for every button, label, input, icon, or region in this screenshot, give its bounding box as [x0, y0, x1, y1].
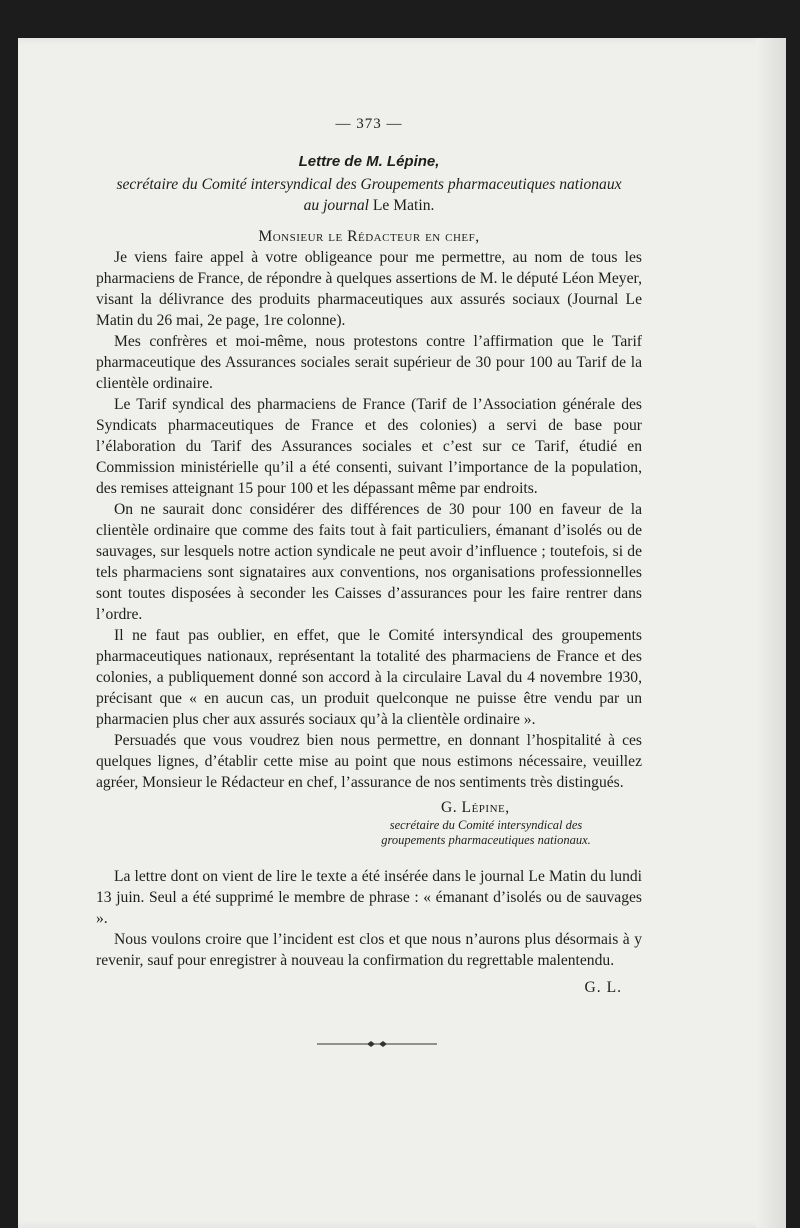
subtitle-newspaper: Le Matin. [372, 197, 435, 214]
salutation: Monsieur le Rédacteur en chef, [258, 228, 480, 245]
letter-paragraph-6: Persuadés que vous voudrez bien nous permettre, en donnant l’hospitalité à ces quelques lignes, d’établir cette mise au point que nous estimons nécessaire, veuillez agréer, Monsieur le Rédacteur en chef, l’assurance de nos sentiments très distingués. [96, 732, 642, 791]
letter-paragraph-4: On ne saurait donc considérer des différences de 30 pour 100 en faveur de la clientèle ordinaire que comme des faits tout à fait particuliers, émanant d’isolés ou de sauvages, sur lesquels notre action syndicale ne peut avoir d’influence ; toutefois, si de tels pharmaciens sont signataires aux conventions, nos organisations professionnelles sont toutes disposées à seconder les Caisses d’assurances pour les faire rentrer dans l’ordre. [96, 501, 642, 623]
letter-subtitle-line2 [96, 195, 642, 216]
section-divider-ornament [317, 1040, 437, 1048]
letter-paragraph-1: Je viens faire appel à votre obligeance pour me permettre, au nom de tous les pharmaciens de France, de répondre à quelques assertions de M. le député Léon Meyer, visant la délivrance des produits pharmaceutiques aux assurés sociaux (Journal Le Matin du 26 mai, 2e page, 1re colonne). [96, 249, 642, 329]
letter-subtitle: secrétaire du Comité intersyndical des Groupements pharmaceutiques nationaux [116, 176, 622, 193]
letter-paragraph-3: Le Tarif syndical des pharmaciens de France (Tarif de l’Association générale des Syndicats pharmaceutiques de France et des colonies) a servi de base pour l’élaboration du Tarif des Assurances sociales et c’est sur ce Tarif, étudié en Commission ministérielle qu’il a été consenti, suivant l’importance de la population, des remises atteignant 15 pour 100 et les dépassant même par endroits. [96, 396, 642, 497]
signature-name: G. Lépine, [441, 799, 510, 816]
page-edge [756, 38, 786, 1228]
letter-paragraph-5: Il ne faut pas oublier, en effet, que le Comité intersyndical des groupements pharmaceutiques nationaux, représentant la totalité des pharmaciens de France et des colonies, a publiquement donné son accord à la circulaire Laval du 4 novembre 1930, précisant que « en aucun cas, un produit quelconque ne puisse être vendu par un pharmacien plus cher aux assurés sociaux qu’à la clientèle ordinaire ». [96, 627, 642, 728]
note-paragraph-2: Nous voulons croire que l’incident est clos et que nous n’aurons plus désormais à y revenir, sauf pour enregistrer à nouveau la confirmation du regrettable malentendu. [96, 931, 642, 969]
document-body [96, 114, 642, 998]
note-paragraph-1: La lettre dont on vient de lire le texte a été insérée dans le journal Le Matin du lundi 13 juin. Seul a été supprimé le membre de phrase : « émanant d’isolés ou de sauvages ». [96, 868, 642, 927]
letter-paragraph-2: Mes confrères et moi-même, nous protestons contre l’affirmation que le Tarif pharmaceutique des Assurances sociales serait supérieur de 30 pour 100 au Tarif de la clientèle ordinaire. [96, 333, 642, 392]
page-number: — 373 — [335, 116, 403, 132]
subtitle-italic: au journal [303, 197, 369, 214]
signature-role: secrétaire du Comité intersyndical des groupements pharmaceutiques nationaux. [381, 818, 591, 847]
note-initials: G. L. [584, 979, 622, 996]
letter-title: Lettre de M. Lépine, [298, 153, 440, 170]
